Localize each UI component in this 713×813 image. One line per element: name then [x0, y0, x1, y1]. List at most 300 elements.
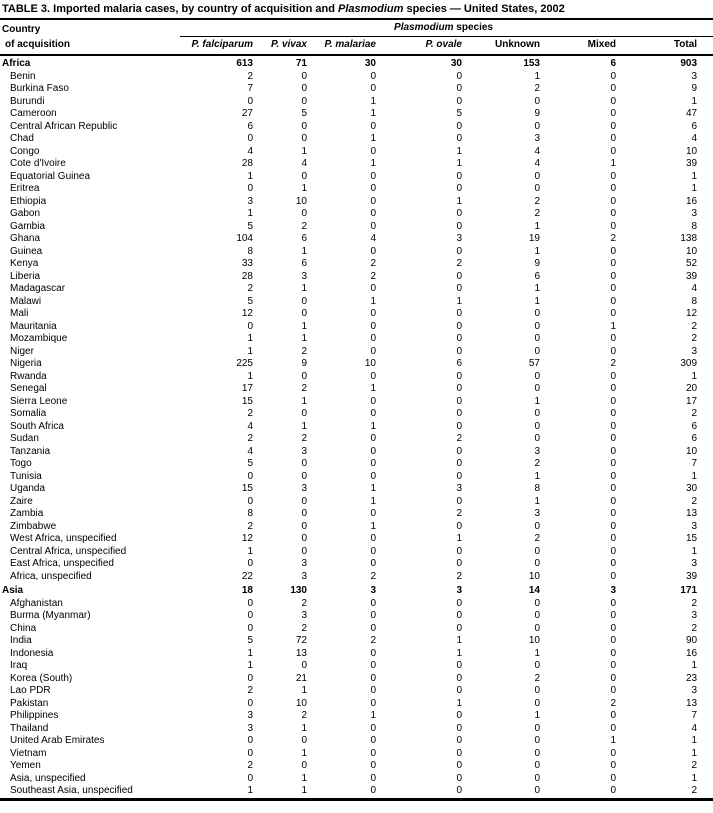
value-cell: 0	[534, 685, 540, 696]
value-cell: 30	[364, 58, 376, 69]
table-row	[0, 735, 713, 748]
country-cell: Mozambique	[10, 333, 68, 344]
column-header-total: Total	[621, 36, 713, 55]
value-cell: 0	[610, 133, 616, 144]
value-cell: 0	[456, 660, 462, 671]
value-cell: 0	[534, 722, 540, 734]
value-cell: 3	[456, 585, 462, 596]
value-cell: 4	[247, 145, 253, 157]
value-cell: 0	[370, 533, 376, 544]
value-cell: 4	[534, 158, 540, 169]
value-cell: 0	[610, 483, 616, 494]
value-cell: 3	[691, 208, 698, 219]
value-cell: 5	[456, 108, 462, 119]
value-cell: 0	[247, 747, 253, 759]
table-row	[0, 521, 713, 534]
value-cell: 2	[247, 408, 253, 419]
value-cell: 1	[534, 220, 540, 232]
table-row	[0, 96, 713, 109]
value-cell: 1	[247, 660, 253, 671]
value-cell: 0	[456, 320, 462, 332]
value-cell: 2	[691, 408, 698, 419]
value-cell: 3	[301, 483, 307, 494]
table-row	[0, 660, 713, 673]
value-cell: 15	[241, 483, 253, 494]
value-cell: 0	[610, 308, 616, 319]
value-cell: 16	[685, 195, 698, 207]
value-cell: 0	[610, 220, 616, 232]
value-cell: 0	[610, 533, 616, 544]
value-cell: 28	[241, 158, 253, 169]
value-cell: 0	[456, 220, 462, 232]
table-body	[0, 55, 713, 799]
value-cell: 4	[534, 145, 540, 157]
value-cell: 3	[301, 270, 307, 282]
value-cell: 0	[610, 660, 616, 671]
value-cell: 0	[456, 445, 462, 457]
value-cell: 0	[301, 208, 307, 219]
country-header-line2: of acquisition	[0, 36, 180, 55]
value-cell: 0	[370, 433, 376, 444]
country-cell: Gabon	[10, 208, 41, 219]
table-title	[0, 0, 713, 20]
country-cell: Malawi	[10, 295, 42, 307]
country-cell: Ghana	[10, 233, 41, 244]
value-cell: 7	[247, 83, 253, 94]
value-cell: 2	[534, 458, 540, 469]
value-cell: 2	[691, 320, 698, 332]
value-cell: 4	[691, 133, 698, 144]
value-cell: 12	[241, 533, 253, 544]
value-cell: 2	[456, 433, 462, 444]
country-cell: Sudan	[10, 433, 39, 444]
value-cell: 0	[301, 295, 307, 307]
value-cell: 1	[301, 245, 307, 257]
spanner-header-row	[0, 20, 713, 36]
value-cell: 0	[610, 170, 616, 182]
value-cell: 2	[247, 760, 253, 771]
value-cell: 10	[528, 570, 540, 582]
value-cell: 0	[534, 333, 540, 344]
value-cell: 0	[610, 597, 616, 609]
table-row	[0, 635, 713, 648]
value-cell: 0	[610, 470, 616, 482]
value-cell: 0	[301, 408, 307, 419]
value-cell: 0	[370, 345, 376, 357]
value-cell: 2	[301, 710, 307, 721]
value-cell: 0	[534, 747, 540, 759]
table-row	[0, 458, 713, 471]
value-cell: 0	[534, 120, 540, 132]
value-cell: 0	[370, 508, 376, 519]
value-cell: 0	[247, 320, 253, 332]
value-cell: 1	[247, 345, 253, 357]
value-cell: 1	[301, 183, 307, 194]
value-cell: 0	[456, 333, 462, 344]
table-row	[0, 483, 713, 496]
value-cell: 2	[691, 495, 698, 507]
country-cell: Niger	[10, 345, 34, 357]
country-cell: Senegal	[10, 383, 47, 394]
value-cell: 0	[456, 760, 462, 771]
table-row	[0, 371, 713, 384]
value-cell: 0	[534, 95, 540, 107]
value-cell: 71	[295, 58, 307, 69]
value-cell: 9	[534, 258, 540, 269]
value-cell: 0	[610, 70, 616, 82]
table-row	[0, 723, 713, 736]
value-cell: 3	[691, 558, 698, 569]
value-cell: 0	[456, 558, 462, 569]
value-cell: 39	[685, 158, 698, 169]
value-cell: 1	[691, 772, 698, 784]
value-cell: 52	[685, 258, 698, 269]
value-cell: 1	[301, 785, 307, 796]
value-cell: 1	[456, 295, 462, 307]
country-cell: Iraq	[10, 660, 28, 671]
value-cell: 6	[534, 270, 540, 282]
country-cell: Central African Republic	[10, 120, 118, 132]
value-cell: 1	[247, 647, 253, 659]
value-cell: 21	[295, 672, 307, 684]
value-cell: 0	[456, 170, 462, 182]
value-cell: 1	[534, 245, 540, 257]
section-name-cell: Africa	[2, 58, 31, 69]
value-cell: 0	[370, 672, 376, 684]
value-cell: 4	[691, 283, 698, 294]
plasmodium-species-spanner	[180, 20, 713, 36]
value-cell: 0	[247, 697, 253, 709]
table-row	[0, 558, 713, 571]
value-cell: 1	[691, 735, 698, 746]
value-cell: 1	[456, 533, 462, 544]
value-cell: 0	[370, 785, 376, 796]
value-cell: 1	[301, 283, 307, 294]
value-cell: 2	[691, 333, 698, 344]
value-cell: 5	[247, 458, 253, 469]
table-row	[0, 496, 713, 509]
value-cell: 23	[685, 672, 698, 684]
value-cell: 1	[370, 108, 376, 119]
value-cell: 18	[241, 585, 253, 596]
value-cell: 1	[247, 333, 253, 344]
value-cell: 0	[247, 610, 253, 621]
table-row	[0, 208, 713, 221]
value-cell: 2	[691, 597, 698, 609]
value-cell: 8	[691, 295, 698, 307]
malaria-cases-table	[0, 20, 713, 801]
value-cell: 0	[610, 445, 616, 457]
table-row	[0, 433, 713, 446]
value-cell: 6	[301, 258, 307, 269]
value-cell: 1	[247, 785, 253, 796]
country-cell: Sierra Leone	[10, 395, 68, 407]
value-cell: 2	[534, 195, 540, 207]
value-cell: 0	[456, 70, 462, 82]
value-cell: 1	[456, 697, 462, 709]
value-cell: 28	[241, 270, 253, 282]
value-cell: 2	[691, 785, 698, 796]
value-cell: 39	[685, 270, 698, 282]
value-cell: 0	[301, 308, 307, 319]
value-cell: 2	[247, 685, 253, 696]
value-cell: 1	[691, 183, 698, 194]
value-cell: 0	[610, 283, 616, 294]
value-cell: 0	[456, 597, 462, 609]
value-cell: 10	[295, 697, 307, 709]
value-cell: 0	[610, 195, 616, 207]
value-cell: 0	[370, 208, 376, 219]
value-cell: 6	[247, 120, 253, 132]
value-cell: 130	[290, 585, 307, 596]
value-cell: 0	[456, 308, 462, 319]
country-cell: Cameroon	[10, 108, 57, 119]
country-cell: Zaire	[10, 495, 33, 507]
value-cell: 3	[691, 70, 698, 82]
country-cell: Cote d'Ivoire	[10, 158, 66, 169]
value-cell: 0	[534, 520, 540, 532]
value-cell: 1	[370, 420, 376, 432]
country-cell: Chad	[10, 133, 34, 144]
table-row	[0, 571, 713, 584]
value-cell: 0	[370, 558, 376, 569]
value-cell: 0	[370, 83, 376, 94]
table-row	[0, 171, 713, 184]
value-cell: 613	[236, 58, 253, 69]
table-row	[0, 296, 713, 309]
value-cell: 0	[534, 408, 540, 419]
value-cell: 0	[610, 710, 616, 721]
value-cell: 1	[534, 495, 540, 507]
table-row	[0, 471, 713, 484]
value-cell: 0	[301, 533, 307, 544]
value-cell: 0	[610, 208, 616, 219]
country-cell: Asia, unspecified	[10, 772, 86, 784]
column-header-p-falciparum: P. falciparum	[180, 36, 258, 55]
value-cell: 2	[370, 270, 376, 282]
country-cell: China	[10, 622, 37, 634]
value-cell: 0	[370, 685, 376, 696]
country-cell: Uganda	[10, 483, 46, 494]
value-cell: 7	[691, 458, 698, 469]
country-cell: Yemen	[10, 760, 41, 771]
value-cell: 0	[370, 470, 376, 482]
value-cell: 4	[691, 722, 698, 734]
table-row	[0, 446, 713, 459]
value-cell: 13	[685, 508, 698, 519]
value-cell: 0	[456, 520, 462, 532]
table-row	[0, 396, 713, 409]
value-cell: 0	[610, 433, 616, 444]
value-cell: 0	[247, 597, 253, 609]
value-cell: 0	[534, 622, 540, 634]
country-cell: Liberia	[10, 270, 41, 282]
country-cell: Vietnam	[10, 747, 47, 759]
country-cell: Central Africa, unspecified	[10, 545, 127, 557]
table-row	[0, 358, 713, 371]
value-cell: 1	[370, 383, 376, 394]
value-cell: 0	[610, 672, 616, 684]
value-cell: 0	[610, 722, 616, 734]
value-cell: 10	[685, 145, 698, 157]
value-cell: 0	[456, 772, 462, 784]
value-cell: 1	[247, 545, 253, 557]
value-cell: 1	[691, 470, 698, 482]
value-cell: 15	[685, 533, 698, 544]
value-cell: 1	[456, 635, 462, 646]
value-cell: 0	[610, 245, 616, 257]
value-cell: 1	[301, 722, 307, 734]
value-cell: 6	[691, 120, 698, 132]
value-cell: 1	[370, 520, 376, 532]
value-cell: 0	[456, 345, 462, 357]
country-cell: Mali	[10, 308, 29, 319]
table-row	[0, 546, 713, 559]
country-cell: Guinea	[10, 245, 43, 257]
value-cell: 104	[236, 233, 253, 244]
value-cell: 0	[370, 747, 376, 759]
value-cell: 0	[456, 133, 462, 144]
column-header-p-ovale: P. ovale	[381, 36, 467, 55]
value-cell: 6	[610, 58, 616, 69]
table-row	[0, 196, 713, 209]
value-cell: 1	[301, 145, 307, 157]
value-cell: 0	[610, 420, 616, 432]
value-cell: 0	[301, 508, 307, 519]
value-cell: 0	[370, 170, 376, 182]
table-row	[0, 648, 713, 661]
value-cell: 0	[247, 495, 253, 507]
table-row	[0, 183, 713, 196]
country-cell: Ethiopia	[10, 195, 47, 207]
value-cell: 0	[370, 545, 376, 557]
value-cell: 1	[534, 70, 540, 82]
value-cell: 0	[247, 183, 253, 194]
value-cell: 0	[610, 570, 616, 582]
table-title-prefix: TABLE 3. Imported malaria cases, by country of acquisition and	[2, 3, 338, 15]
table-row	[0, 698, 713, 711]
value-cell: 16	[685, 647, 698, 659]
table-row	[0, 710, 713, 723]
value-cell: 13	[295, 647, 307, 659]
country-header-line1: Country	[2, 23, 41, 35]
value-cell: 1	[247, 370, 253, 382]
value-cell: 3	[456, 483, 462, 494]
value-cell: 1	[691, 370, 698, 382]
value-cell: 2	[247, 520, 253, 532]
value-cell: 0	[301, 83, 307, 94]
value-cell: 9	[301, 358, 307, 369]
value-cell: 2	[301, 622, 307, 634]
value-cell: 6	[456, 358, 462, 369]
value-cell: 57	[528, 358, 540, 369]
value-cell: 0	[247, 558, 253, 569]
value-cell: 0	[534, 785, 540, 796]
value-cell: 0	[610, 370, 616, 382]
value-cell: 0	[534, 735, 540, 746]
value-cell: 0	[301, 170, 307, 182]
value-cell: 0	[456, 95, 462, 107]
value-cell: 6	[691, 433, 698, 444]
value-cell: 0	[534, 772, 540, 784]
country-cell: Southeast Asia, unspecified	[10, 785, 133, 796]
value-cell: 27	[241, 108, 253, 119]
value-cell: 0	[534, 597, 540, 609]
country-cell: Tanzania	[10, 445, 51, 457]
value-cell: 0	[247, 672, 253, 684]
value-cell: 1	[301, 333, 307, 344]
value-cell: 0	[610, 383, 616, 394]
value-cell: 1	[456, 145, 462, 157]
value-cell: 0	[370, 647, 376, 659]
value-cell: 0	[610, 622, 616, 634]
country-cell: Tunisia	[10, 470, 42, 482]
value-cell: 0	[610, 685, 616, 696]
value-cell: 1	[301, 420, 307, 432]
value-cell: 0	[456, 722, 462, 734]
value-cell: 0	[301, 470, 307, 482]
value-cell: 0	[370, 622, 376, 634]
value-cell: 0	[370, 395, 376, 407]
value-cell: 2	[534, 672, 540, 684]
country-cell: East Africa, unspecified	[10, 558, 114, 569]
value-cell: 0	[370, 722, 376, 734]
value-cell: 0	[534, 383, 540, 394]
value-cell: 1	[456, 647, 462, 659]
country-cell: Pakistan	[10, 697, 49, 709]
value-cell: 0	[534, 697, 540, 709]
country-cell: India	[10, 635, 32, 646]
value-cell: 0	[610, 785, 616, 796]
table-row	[0, 408, 713, 421]
value-cell: 0	[534, 345, 540, 357]
table-row	[0, 83, 713, 96]
table-row	[0, 533, 713, 546]
table-title-suffix: species — United States, 2002	[403, 3, 565, 15]
value-cell: 90	[685, 635, 698, 646]
value-cell: 0	[456, 785, 462, 796]
value-cell: 0	[534, 558, 540, 569]
value-cell: 0	[456, 408, 462, 419]
value-cell: 0	[610, 635, 616, 646]
value-cell: 0	[610, 558, 616, 569]
table-row	[0, 773, 713, 786]
value-cell: 0	[456, 672, 462, 684]
value-cell: 0	[610, 610, 616, 621]
section-row	[0, 583, 713, 598]
value-cell: 0	[301, 70, 307, 82]
value-cell: 2	[610, 697, 616, 709]
value-cell: 1	[534, 710, 540, 721]
value-cell: 0	[456, 470, 462, 482]
value-cell: 0	[301, 660, 307, 671]
value-cell: 0	[610, 408, 616, 419]
country-cell: West Africa, unspecified	[10, 533, 117, 544]
value-cell: 1	[370, 133, 376, 144]
table-row	[0, 71, 713, 84]
value-cell: 2	[301, 220, 307, 232]
value-cell: 0	[610, 760, 616, 771]
value-cell: 1	[691, 660, 698, 671]
value-cell: 2	[534, 533, 540, 544]
value-cell: 0	[456, 283, 462, 294]
country-cell: Zimbabwe	[10, 520, 57, 532]
value-cell: 3	[691, 685, 698, 696]
value-cell: 2	[301, 383, 307, 394]
value-cell: 8	[247, 508, 253, 519]
country-cell: Mauritania	[10, 320, 57, 332]
table-row	[0, 133, 713, 146]
